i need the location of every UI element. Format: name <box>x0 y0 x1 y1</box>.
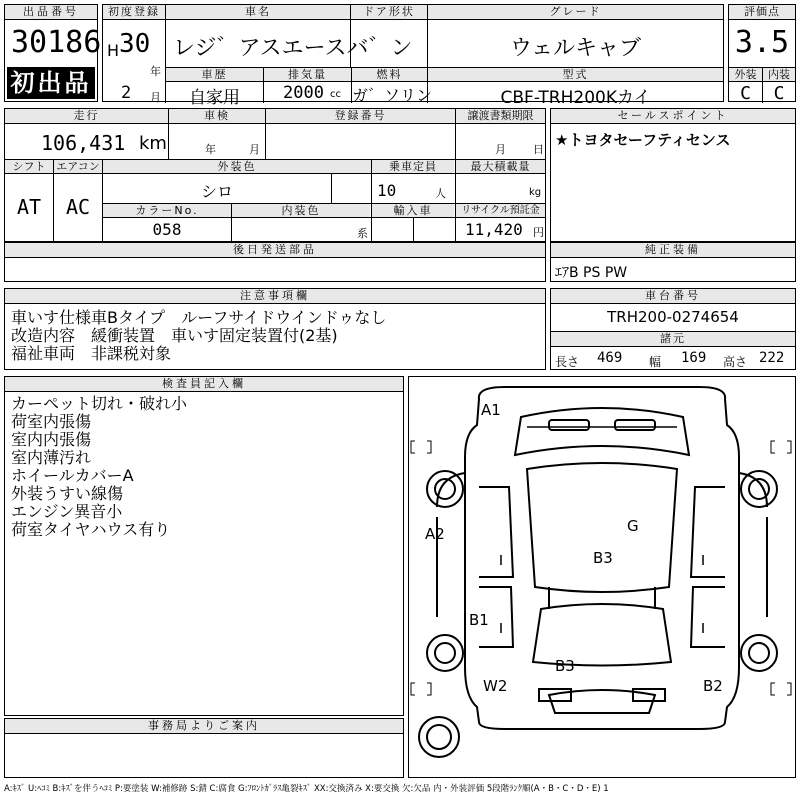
inspector-line: 室内内張傷 <box>11 430 92 449</box>
damage-mark: B2 <box>703 677 723 695</box>
int-color-label: 内装色 <box>232 204 370 217</box>
transfer-label: 譲渡書類期限 <box>456 109 545 123</box>
sales-point-text: ★トヨタセーフティセンス <box>555 131 731 149</box>
mileage: 106,431 <box>41 131 126 155</box>
ext-score: C <box>740 83 751 104</box>
sales-point-label: セールスポイント <box>551 109 795 124</box>
height: 222 <box>759 350 785 366</box>
width: 169 <box>681 350 707 366</box>
model: CBF-TRH200Kカイ <box>500 88 651 108</box>
damage-mark: B1 <box>469 611 489 629</box>
insp-year-unit: 年 <box>205 143 216 156</box>
later-parts-box <box>4 242 546 282</box>
sales-point-box <box>550 108 796 242</box>
length-label: 長さ <box>555 355 580 369</box>
mileage-unit: km <box>139 133 167 154</box>
era: H <box>107 41 120 60</box>
specs-label: 諸元 <box>551 332 795 346</box>
fuel: ガ゛ソリン <box>352 86 433 105</box>
max-load-unit: kg <box>529 187 542 198</box>
door-label: ドア形状 <box>351 5 427 19</box>
recycle-fee: 11,420 <box>465 220 523 239</box>
first-reg-year: 30 <box>119 29 151 59</box>
first-reg-month: 2 <box>121 83 132 103</box>
month-unit: 月 <box>150 91 161 104</box>
damage-mark: B3 <box>593 549 613 567</box>
grade-label: グレード <box>428 5 723 19</box>
max-load-label: 最大積載量 <box>456 160 545 173</box>
lot-number-box <box>4 4 102 102</box>
vehicle-header-box <box>102 4 724 108</box>
damage-mark: G <box>627 517 639 535</box>
displacement-unit: cc <box>330 89 341 100</box>
first-listing-badge: 初出品 <box>7 67 95 99</box>
year-unit: 年 <box>150 65 161 78</box>
shift-label: シフト <box>5 160 53 173</box>
vehicle-detail-box <box>4 108 546 242</box>
shift: AT <box>16 195 42 219</box>
office-notice-box <box>4 718 404 778</box>
transfer-month-unit: 月 <box>495 143 506 156</box>
notes-line: 福祉車両 非課税対象 <box>11 344 172 363</box>
office-notice-label: 事務局よりご案内 <box>5 719 403 734</box>
score-label: 評価点 <box>729 5 795 20</box>
length: 469 <box>597 350 623 366</box>
first-reg-label: 初度登録 <box>103 5 165 19</box>
model-label: 型式 <box>428 68 723 81</box>
score: 3.5 <box>734 25 790 60</box>
displacement: 2000 <box>283 83 324 103</box>
inspection-label: 車検 <box>169 109 265 123</box>
ext-color: シロ <box>200 182 233 201</box>
transfer-day-unit: 日 <box>533 143 544 156</box>
inspector-lines <box>11 395 187 539</box>
lot-number: 30186 <box>11 25 102 60</box>
int-score: C <box>773 83 785 104</box>
genuine-equipment-text: ｴｱB PS PW <box>555 265 628 281</box>
inspector-line: 室内薄汚れ <box>11 448 92 467</box>
chassis-label: 車台番号 <box>551 289 795 304</box>
later-parts-label: 後日発送部品 <box>5 243 545 258</box>
ext-score-label: 外装 <box>729 68 762 81</box>
score-box <box>728 4 796 102</box>
grade: ウェルキャブ <box>509 36 642 61</box>
capacity: 10 <box>377 181 397 200</box>
inspector-label: 検査員記入欄 <box>5 377 403 392</box>
history-label: 車歴 <box>166 68 263 81</box>
recycle-label: リサイクル預託金 <box>456 204 545 217</box>
damage-mark: A1 <box>481 401 501 419</box>
damage-mark: B3 <box>555 657 575 675</box>
mileage-label: 走行 <box>5 109 168 123</box>
ac-label: エアコン <box>54 160 102 173</box>
damage-mark: A2 <box>425 525 445 543</box>
color-no-label: カラーNo. <box>103 204 231 217</box>
history: 自家用 <box>189 88 240 108</box>
inspector-line: ホイールカバーA <box>11 466 134 485</box>
car-name: レジ゛アスエースバ゛ン <box>173 36 413 61</box>
displacement-label: 排気量 <box>264 68 351 81</box>
inspector-line: 荷室内張傷 <box>11 412 92 431</box>
reg-no-label: 登録番号 <box>266 109 455 123</box>
lot-number-label: 出品番号 <box>5 5 97 20</box>
capacity-unit: 人 <box>435 187 446 200</box>
ac: AC <box>65 195 91 219</box>
insp-month-unit: 月 <box>249 143 260 156</box>
damage-mark: W2 <box>483 677 508 695</box>
int-color-suffix: 系 <box>357 227 368 240</box>
fuel-label: 燃料 <box>352 68 427 81</box>
genuine-equipment-box <box>550 242 796 282</box>
capacity-label: 乗車定員 <box>372 160 454 173</box>
legend: A:ｷｽﾞ U:ﾍｺﾐ B:ｷｽﾞを伴うﾍｺﾐ P:要塗装 W:補修跡 S:錆 C:腐食 G:ﾌﾛﾝﾄｶﾞﾗｽ亀裂ｷｽﾞ XX:交換済み X:要交換 欠:欠品 内・外装評価 5段階ﾗﾝｸ順(A・B・C・D・E) 1 <box>4 784 609 794</box>
chassis-box <box>550 288 796 370</box>
genuine-equipment-label: 純正装備 <box>551 243 795 258</box>
inspector-box <box>4 376 404 716</box>
car-diagram <box>409 377 795 777</box>
car-diagram-box <box>408 376 796 778</box>
car-name-label: 車名 <box>166 5 350 19</box>
inspector-line: カーペット切れ・破れ小 <box>11 394 188 413</box>
height-label: 高さ <box>723 355 748 369</box>
inspector-line: エンジン異音小 <box>11 502 123 521</box>
ext-color-label: 外装色 <box>103 160 371 173</box>
recycle-unit: 円 <box>533 226 544 239</box>
notes-lines <box>11 309 386 363</box>
import-label: 輸入車 <box>372 204 454 217</box>
chassis-number: TRH200-0274654 <box>607 308 739 326</box>
width-label: 幅 <box>649 355 662 369</box>
notes-label: 注意事項欄 <box>5 289 545 304</box>
notes-line: 改造内容 緩衝装置 車いす固定装置付(2基) <box>11 326 338 345</box>
color-no: 058 <box>152 220 182 239</box>
inspector-line: 外装うすい線傷 <box>11 484 124 503</box>
notes-box <box>4 288 546 370</box>
notes-line: 車いす仕様車Bタイプ ルーフサイドウインドゥなし <box>11 308 387 327</box>
int-score-label: 内装 <box>763 68 795 81</box>
inspector-line: 荷室タイヤハウス有り <box>11 520 171 539</box>
